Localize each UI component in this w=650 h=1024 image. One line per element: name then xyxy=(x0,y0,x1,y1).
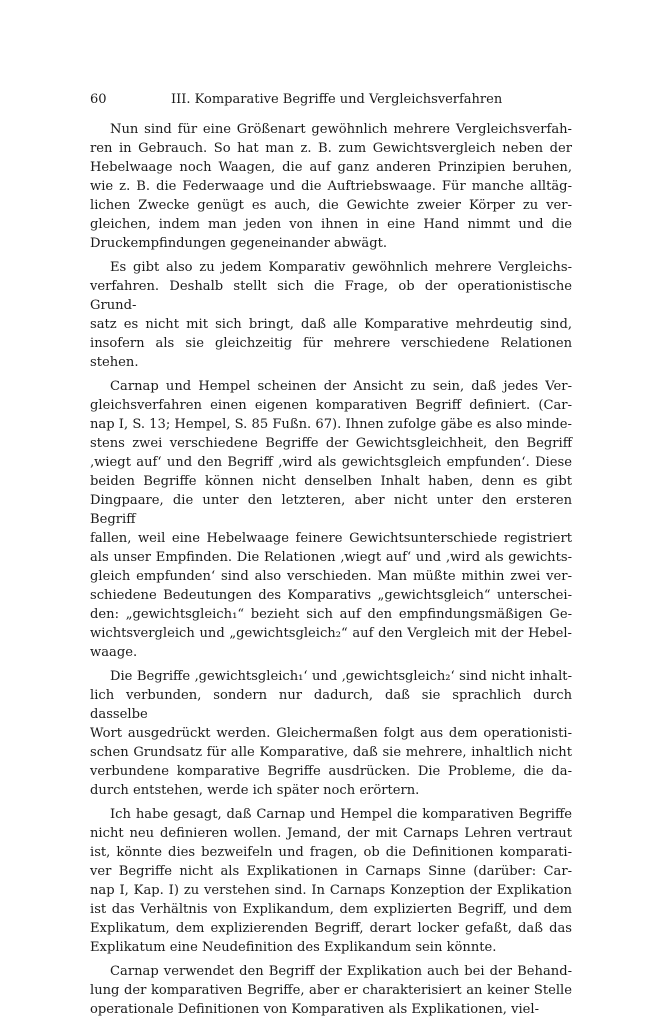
text-line: Carnap verwendet den Begriff der Explikation auch bei der Behand- xyxy=(110,964,572,979)
text-line: nap I, Kap. I) zu verstehen sind. In Carnaps Konzeption der Explikation xyxy=(90,883,572,898)
text-line: satz es nicht mit sich bringt, daß alle Komparative mehrdeutig sind, xyxy=(90,317,572,332)
text-line: lichen Zwecke genügt es auch, die Gewichte zweier Körper zu ver- xyxy=(90,198,572,213)
paragraph xyxy=(90,667,572,800)
text-line: als unser Empfinden. Die Relationen ‚wiegt auf‘ und ‚wird als gewichts- xyxy=(90,550,572,565)
text-line: schen Grundsatz für alle Komparative, daß sie mehrere, inhaltlich nicht xyxy=(90,745,572,760)
text-line: verbundene komparative Begriffe ausdrücken. Die Probleme, die da- xyxy=(90,764,572,779)
text-line: beiden Begriffe können nicht denselben Inhalt haben, denn es gibt xyxy=(90,474,572,489)
text-line: nicht neu definieren wollen. Jemand, der mit Carnaps Lehren vertraut xyxy=(90,826,572,841)
text-line: verfahren. Deshalb stellt sich die Frage, ob der operationistische Grund- xyxy=(90,279,572,313)
text-line: ist das Verhältnis von Explikandum, dem explizierten Begriff, und dem xyxy=(90,902,572,917)
text-line: Hebelwaage noch Waagen, die auf ganz anderen Prinzipien beruhen, xyxy=(90,160,572,175)
text-line: Druckempfindungen gegeneinander abwägt. xyxy=(90,236,388,251)
text-line: gleich empfunden‘ sind also verschieden. Man müßte mithin zwei ver- xyxy=(90,569,572,584)
running-head: III. Komparative Begriffe und Vergleichsverfahren xyxy=(171,92,503,107)
text-line: operationale Definitionen von Komparativen als Explikationen, viel- xyxy=(90,1002,540,1017)
text-line: den: „gewichtsgleich₁“ bezieht sich auf den empfindungsmäßigen Ge- xyxy=(90,607,572,622)
text-line: Nun sind für eine Größenart gewöhnlich mehrere Vergleichsverfah- xyxy=(110,122,572,137)
text-line: fallen, weil eine Hebelwaage feinere Gewichtsunterschiede registriert xyxy=(90,531,572,546)
text-line: waage. xyxy=(90,645,138,660)
text-line: Die Begriffe ‚gewichtsgleich₁‘ und ‚gewichtsgleich₂‘ sind nicht inhalt- xyxy=(110,669,572,684)
page-number: 60 xyxy=(90,92,107,107)
paragraph xyxy=(90,258,572,372)
paragraph xyxy=(90,805,572,957)
text-line: Ich habe gesagt, daß Carnap und Hempel die komparativen Begriffe xyxy=(110,807,572,822)
text-line: gleichsverfahren einen eigenen komparativen Begriff definiert. (Car- xyxy=(90,398,572,413)
text-line: Es gibt also zu jedem Komparativ gewöhnlich mehrere Vergleichs- xyxy=(110,260,572,275)
text-line: ren in Gebrauch. So hat man z. B. zum Gewichtsvergleich neben der xyxy=(90,141,572,156)
text-line: stens zwei verschiedene Begriffe der Gewichtsgleichheit, den Begriff xyxy=(90,436,572,451)
paragraph xyxy=(90,962,572,1019)
text-line: ver Begriffe nicht als Explikationen in Carnaps Sinne (darüber: Car- xyxy=(90,864,572,879)
text-line: ‚wiegt auf‘ und den Begriff ‚wird als gewichtsgleich empfunden‘. Diese xyxy=(90,455,572,470)
text-line: Dingpaare, die unter den letzteren, aber nicht unter den ersteren Begriff xyxy=(90,493,572,527)
text-line: ist, könnte dies bezweifeln und fragen, ob die Definitionen komparati- xyxy=(90,845,572,860)
text-line: lich verbunden, sondern nur dadurch, daß sie sprachlich durch dasselbe xyxy=(90,688,572,722)
text-line: schiedene Bedeutungen des Komparativs „gewichtsgleich“ unterschei- xyxy=(90,588,572,603)
paragraph xyxy=(90,120,572,253)
text-line: gleichen, indem man jeden von ihnen in eine Hand nimmt und die xyxy=(90,217,572,232)
text-line: lung der komparativen Begriffe, aber er charakterisiert an keiner Stelle xyxy=(90,983,572,998)
text-line: Carnap und Hempel scheinen der Ansicht zu sein, daß jedes Ver- xyxy=(110,379,572,394)
paragraph xyxy=(90,377,572,662)
text-line: durch entstehen, werde ich später noch erörtern. xyxy=(90,783,420,798)
text-line: wichtsvergleich und „gewichtsgleich₂“ auf den Vergleich mit der Hebel- xyxy=(90,626,572,641)
text-line: nap I, S. 13; Hempel, S. 85 Fußn. 67). Ihnen zufolge gäbe es also minde- xyxy=(90,417,572,432)
text-line: Explikatum eine Neudefinition des Explikandum sein könnte. xyxy=(90,940,497,955)
text-line: Explikatum, dem explizierenden Begriff, derart locker gefaßt, daß das xyxy=(90,921,572,936)
text-line: wie z. B. die Federwaage und die Auftriebswaage. Für manche alltäg- xyxy=(90,179,572,194)
text-line: Wort ausgedrückt werden. Gleichermaßen folgt aus dem operationisti- xyxy=(90,726,572,741)
text-line: insofern als sie gleichzeitig für mehrere verschiedene Relationen stehen. xyxy=(90,336,572,370)
body-text xyxy=(90,120,572,1024)
